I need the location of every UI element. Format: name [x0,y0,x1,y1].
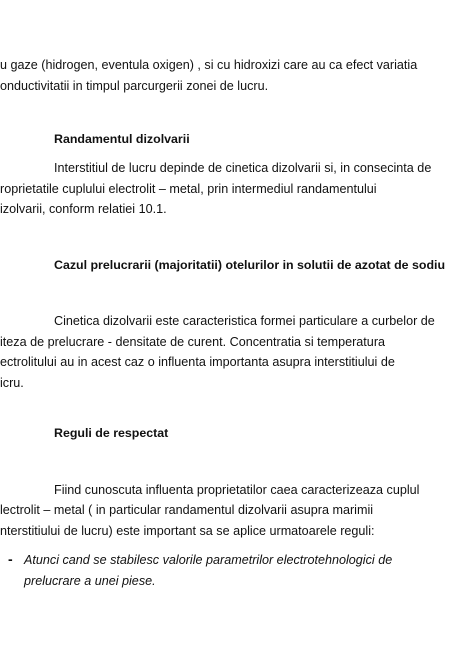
paragraph-1-line-2: onductivitatii in timpul parcurgerii zonei de lucru. [0,79,269,93]
paragraph-3-line-4: icru. [0,376,24,390]
paragraph-1-line-1: u gaze (hidrogen, eventula oxigen) , si cu hidroxizi care au ca efect variatia [0,58,418,72]
paragraph-4-line-1: Fiind cunoscuta influenta proprietatilor caea caracterizeaza cuplul [54,483,420,497]
paragraph-4-line-3: nterstitiului de lucru) este important sa se aplice urmatoarele reguli: [0,524,375,538]
paragraph-4-line-2: lectrolit – metal ( in particular randamentul dizolvarii asupra marimii [0,503,374,517]
paragraph-3-line-3: ectrolitului au in acest caz o influenta importanta asupra interstitiului de [0,355,395,369]
paragraph-2-line-1: Interstitiul de lucru depinde de cinetica dizolvarii si, in consecinta de [54,161,432,175]
paragraph-2-line-3: izolvarii, conform relatiei 10.1. [0,202,167,216]
heading-randamentul-dizolvarii: Randamentul dizolvarii [54,132,190,146]
bullet-item-line-2: prelucrare a unei piese. [24,574,156,588]
paragraph-3-line-2: iteza de prelucrare - densitate de curent. Concentratia si temperatura [0,335,386,349]
heading-cazul-prelucrarii: Cazul prelucrarii (majoritatii) otelurilor in solutii de azotat de sodiu [54,258,446,272]
heading-reguli-de-respectat: Reguli de respectat [54,426,169,440]
paragraph-3-line-1: Cinetica dizolvarii este caracteristica formei particulare a curbelor de [54,314,435,328]
paragraph-2-line-2: roprietatile cuplului electrolit – metal, prin intermediul randamentului [0,182,377,196]
bullet-item-line-1: Atunci cand se stabilesc valorile parametrilor electrotehnologici de [24,553,393,567]
bullet-dash-marker: - [8,551,13,567]
